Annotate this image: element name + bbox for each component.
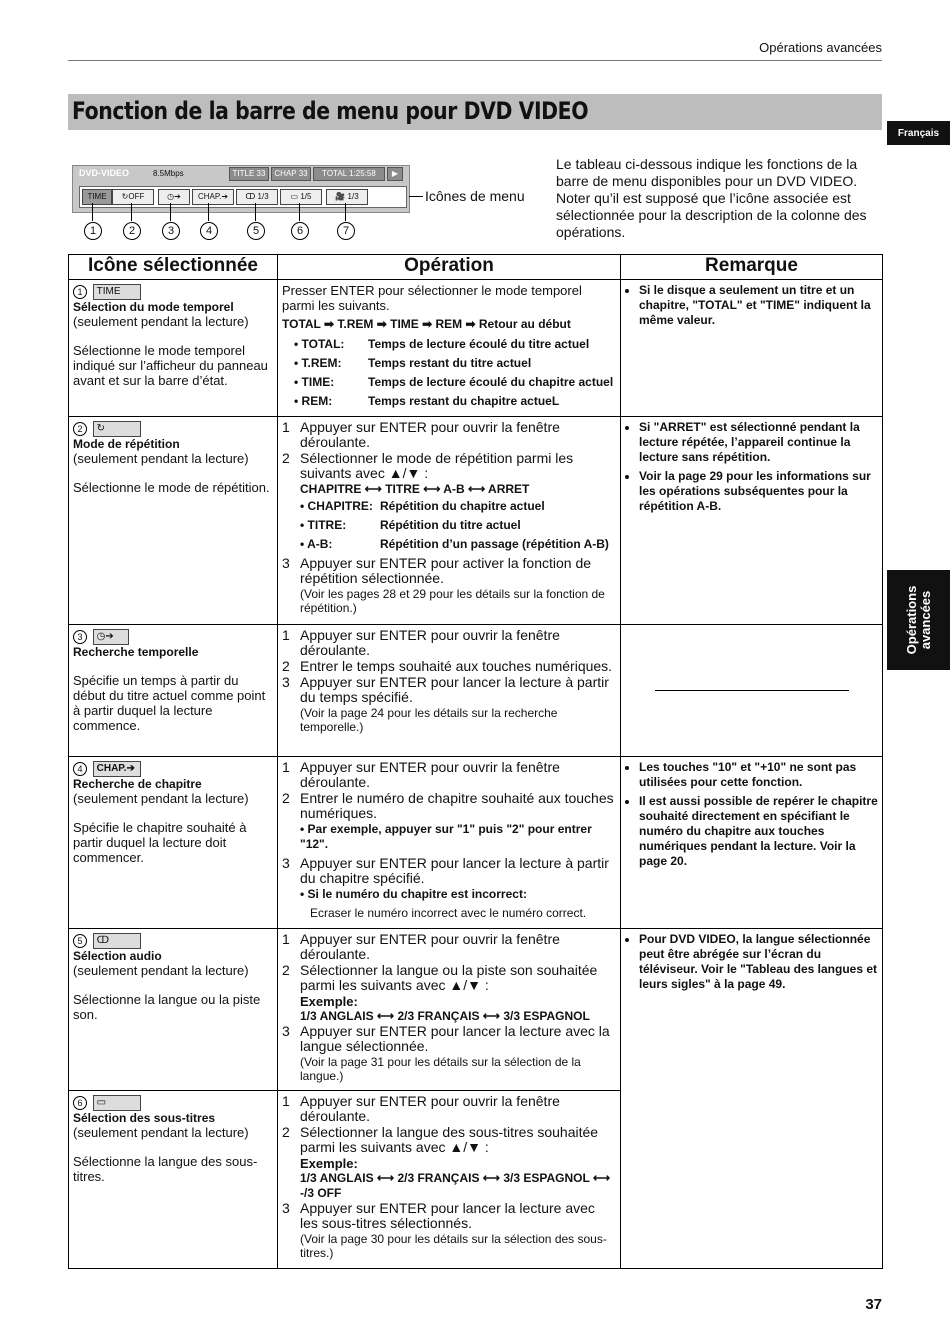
remark-cell <box>621 757 883 929</box>
chapter-search-icon: CHAP.➔ <box>192 189 234 205</box>
function-name: Recherche de chapitre <box>73 776 202 791</box>
fix-note: Ecraser le numéro incorrect avec le numéro correct. <box>310 906 587 920</box>
row-number: 2 <box>73 422 87 436</box>
example-label: Exemple: <box>300 994 358 1009</box>
operation-intro: Presser ENTER pour sélectionner le mode temporel parmi les suivants. <box>282 283 582 313</box>
step-note: (Voir la page 24 pour les détails sur la recherche temporelle.) <box>300 706 558 734</box>
step-3: Appuyer sur ENTER pour lancer la lecture à partir du temps spécifié. <box>300 674 609 705</box>
intro-paragraph: Le tableau ci-dessous indique les fonctions de la barre de menu disponibles pour un DVD VIDEO. Noter qu’il est supposé que l’icône associée est sélectionnée pour la description de la colonne des opérations. <box>556 156 867 240</box>
function-description: Sélectionne la langue ou la piste son. <box>73 991 261 1022</box>
menu-bar-label: DVD-VIDEO <box>79 168 130 178</box>
icon-cell <box>69 1091 278 1269</box>
col-header-icon: Icône sélectionnée <box>69 255 278 280</box>
example-sequence: 1/3 ANGLAIS ⟷ 2/3 FRANÇAIS ⟷ 3/3 ESPAGNOL <box>300 1009 590 1023</box>
callout-number-5: 5 <box>247 222 265 240</box>
step-3: Appuyer sur ENTER pour activer la fonction de répétition sélectionnée. <box>300 555 592 586</box>
leader-line-4 <box>208 203 209 221</box>
leader-line-2 <box>131 203 132 221</box>
function-condition: (seulement pendant la lecture) <box>73 790 249 806</box>
step-note: (Voir les pages 28 et 29 pour les détails sur la fonction de répétition.) <box>300 587 605 615</box>
chapter-search-icon: CHAP.➔ <box>93 761 141 777</box>
section-tab-line2: avancées <box>917 590 933 650</box>
icon-cell <box>69 757 278 929</box>
function-name: Sélection audio <box>73 948 162 963</box>
remark-item: • Si le disque a seulement un titre et un chapitre, "TOTAL" et "TIME" indiquent la même valeur. <box>639 283 878 328</box>
list-item: • TITRE: Répétition du titre actuel <box>300 518 521 532</box>
function-description: Spécifie un temps à partir du début du titre actuel comme point à partir duquel la lecture commence. <box>73 672 266 733</box>
remark-item: • Voir la page 29 pour les informations sur les opérations subséquentes pour la répétition A-B. <box>639 469 878 514</box>
step-1: Appuyer sur ENTER pour ouvrir la fenêtre déroulante. <box>300 931 560 962</box>
time-search-icon: ◷➔ <box>158 189 190 205</box>
function-name: Sélection des sous-titres <box>73 1110 216 1125</box>
page-number: 37 <box>865 1296 882 1313</box>
callout-line <box>409 196 423 197</box>
callout-number-2: 2 <box>123 222 141 240</box>
step-2: Entrer le temps souhaité aux touches numériques. <box>300 658 613 674</box>
col-header-operation: Opération <box>278 255 621 280</box>
callout-number-1: 1 <box>84 222 102 240</box>
operation-cell: 1 Appuyer sur ENTER pour ouvrir la fenêtre déroulante. 2 Sélectionner le mode de répétition parmi les suivants avec ▲/▼ : CHAPITRE ⟷ TITRE ⟷ A-B ⟷ ARRET • CHAPITRE: Répétition du chapitre actuel • TITRE: Répétition du titre actuel • A-B: Répétition d’un passage (répétition A-B) 3 Appuyer sur ENTER pour activer la fonction de répétition sélectionnée. (Voir les pages 28 et 29 pour les détails sur la fonction de répétition.) <box>278 417 621 625</box>
menu-bar-illustration <box>72 165 410 213</box>
step-1: Appuyer sur ENTER pour ouvrir la fenêtre déroulante. <box>300 1093 560 1124</box>
icon-cell <box>69 417 278 625</box>
function-name: Mode de répétition <box>73 436 180 451</box>
time-icon: TIME <box>82 189 112 205</box>
example-label: Exemple: <box>300 1156 358 1171</box>
callout-number-7: 7 <box>337 222 355 240</box>
function-condition: (seulement pendant la lecture) <box>73 450 249 466</box>
icon-cell <box>69 929 278 1091</box>
callout-number-6: 6 <box>291 222 309 240</box>
section-tab <box>887 570 950 670</box>
running-header: Opérations avancées <box>759 40 882 55</box>
table-row <box>69 280 883 417</box>
language-tab: Français <box>887 121 950 145</box>
callout-number-3: 3 <box>162 222 180 240</box>
function-description: Spécifie le chapitre souhaité à partir duquel la lecture doit commencer. <box>73 819 247 865</box>
menu-bar-total: TOTAL 1:25:58 <box>313 167 385 181</box>
function-name: Recherche temporelle <box>73 644 199 659</box>
time-icon: TIME <box>93 284 141 300</box>
remark-cell <box>621 625 883 757</box>
leader-line-5 <box>255 203 256 221</box>
repeat-icon: ↻OFF <box>112 189 154 205</box>
section-tab-line1: Opérations <box>903 585 919 655</box>
step-1: Appuyer sur ENTER pour ouvrir la fenêtre déroulante. <box>300 759 560 790</box>
row-number: 6 <box>73 1096 87 1110</box>
function-condition: (seulement pendant la lecture) <box>73 962 249 978</box>
row-number: 5 <box>73 934 87 948</box>
function-condition: (seulement pendant la lecture) <box>73 313 249 329</box>
callout-number-4: 4 <box>200 222 218 240</box>
remark-cell <box>621 417 883 625</box>
step-1: Appuyer sur ENTER pour ouvrir la fenêtre déroulante. <box>300 419 560 450</box>
play-icon: ▶ <box>387 167 403 181</box>
repeat-icon: ↻ <box>93 421 141 437</box>
table-row <box>69 757 883 929</box>
remark-item: • Pour DVD VIDEO, la langue sélectionnée peut être abrégée sur l’écran du téléviseur. Voir le "Tableau des langues et leurs sigles" à la page 49. <box>639 932 878 992</box>
icon-cell <box>69 625 278 757</box>
leader-line-7 <box>345 203 346 221</box>
mode-sequence: TOTAL ➡ T.REM ➡ TIME ➡ REM ➡ Retour au début <box>282 317 571 331</box>
step-1: Appuyer sur ENTER pour ouvrir la fenêtre déroulante. <box>300 627 560 658</box>
menu-icons-callout: Icônes de menu <box>425 188 525 204</box>
table-row <box>69 625 883 757</box>
step-3: Appuyer sur ENTER pour lancer la lecture avec les sous-titres sélectionnés. <box>300 1200 595 1231</box>
row-number: 3 <box>73 630 87 644</box>
menu-bar-status-row <box>73 166 409 182</box>
step-3: Appuyer sur ENTER pour lancer la lecture à partir du chapitre spécifié. <box>300 855 609 886</box>
step-2: Entrer le numéro de chapitre souhaité aux touches numériques. <box>300 790 614 821</box>
function-description: Sélectionne le mode de répétition. <box>73 479 270 495</box>
audio-icon: ↀ 1/3 <box>236 189 278 205</box>
icon-cell <box>69 280 278 417</box>
leader-line-1 <box>92 203 93 221</box>
example-sequence: 1/3 ANGLAIS ⟷ 2/3 FRANÇAIS ⟷ 3/3 ESPAGNOL ⟷ -/3 OFF <box>300 1171 611 1200</box>
function-table <box>68 254 883 1269</box>
function-condition: (seulement pendant la lecture) <box>73 1124 249 1140</box>
list-item: • REM: Temps restant du chapitre actueL <box>294 394 560 408</box>
function-description: Sélectionne la langue des sous-titres. <box>73 1153 258 1184</box>
menu-bar-icon-row <box>79 186 407 208</box>
leader-line-6 <box>299 203 300 221</box>
remark-item: • Les touches "10" et "+10" ne sont pas utilisées pour cette fonction. <box>639 760 878 790</box>
step-2: Sélectionner la langue ou la piste son souhaitée parmi les suivants avec ▲/▼ : <box>300 962 598 993</box>
table-row <box>69 417 883 625</box>
remark-item: • Si "ARRET" est sélectionné pendant la lecture répétée, l’appareil continue la lecture sans répétition. <box>639 420 878 465</box>
operation-cell <box>278 280 621 417</box>
remark-item: • Il est aussi possible de repérer le chapitre souhaité directement en spécifiant le numéro du chapitre aux touches numériques pendant la lecture. Voir la page 20. <box>639 794 878 869</box>
menu-bar-chap: CHAP 33 <box>271 167 311 181</box>
operation-cell: 1 Appuyer sur ENTER pour ouvrir la fenêtre déroulante. 2 Entrer le numéro de chapitre souhaité aux touches numériques. • Par exemple, appuyer sur "1" puis "2" pour entrer "12". 3 Appuyer sur ENTER pour lancer la lecture à partir du chapitre spécifié. • Si le numéro du chapitre est incorrect: Ecraser le numéro incorrect avec le numéro correct. <box>278 757 621 929</box>
step-2: Sélectionner le mode de répétition parmi les suivants avec ▲/▼ : <box>300 450 574 481</box>
step-note: (Voir la page 30 pour les détails sur la sélection des sous-titres.) <box>300 1232 607 1260</box>
warning-note: Si le numéro du chapitre est incorrect: <box>307 887 527 901</box>
operation-cell: 1 Appuyer sur ENTER pour ouvrir la fenêtre déroulante. 2 Entrer le temps souhaité aux touches numériques. 3 Appuyer sur ENTER pour lancer la lecture à partir du temps spécifié. (Voir la page 24 pour les détails sur la recherche temporelle.) <box>278 625 621 757</box>
time-search-icon: ◷➔ <box>93 629 129 645</box>
no-remark-rule <box>655 690 849 691</box>
step-note: (Voir la page 31 pour les détails sur la sélection de la langue.) <box>300 1055 581 1083</box>
table-row <box>69 929 883 1091</box>
row-number: 1 <box>73 285 87 299</box>
function-name: Sélection du mode temporel <box>73 299 234 314</box>
row-number: 4 <box>73 762 87 776</box>
example-note: Par exemple, appuyer sur "1" puis "2" pour entrer "12". <box>300 822 592 851</box>
header-rule <box>68 60 882 61</box>
table-header-row <box>69 255 883 280</box>
step-3: Appuyer sur ENTER pour lancer la lecture avec la langue sélectionnée. <box>300 1023 610 1054</box>
remark-cell <box>621 280 883 417</box>
operation-cell: 1 Appuyer sur ENTER pour ouvrir la fenêtre déroulante. 2 Sélectionner la langue ou la piste son souhaitée parmi les suivants avec ▲/▼ : Exemple: 1/3 ANGLAIS ⟷ 2/3 FRANÇAIS ⟷ 3/3 ESPAGNOL 3 Appuyer sur ENTER pour lancer la lecture avec la langue sélectionnée. (Voir la page 31 pour les détails sur la sélection de la langue.) <box>278 929 621 1091</box>
col-header-remark: Remarque <box>621 255 883 280</box>
menu-bar-rate: 8.5Mbps <box>153 169 184 178</box>
title-bar <box>68 94 882 130</box>
list-item: • TOTAL: Temps de lecture écoulé du titre actuel <box>294 337 590 351</box>
list-item: • T.REM: Temps restant du titre actuel <box>294 356 532 370</box>
page-title: Fonction de la barre de menu pour DVD VIDEO <box>72 97 589 125</box>
audio-icon: ↀ <box>93 933 141 949</box>
angle-icon: 🎥 1/3 <box>326 189 368 205</box>
list-item: • A-B: Répétition d’un passage (répétition A-B) <box>300 537 609 551</box>
subtitle-icon: ▭ 1/5 <box>280 189 322 205</box>
list-item: • TIME: Temps de lecture écoulé du chapitre actuel <box>294 375 614 389</box>
mode-sequence: CHAPITRE ⟷ TITRE ⟷ A-B ⟷ ARRET <box>300 482 530 496</box>
menu-bar-title: TITLE 33 <box>229 167 269 181</box>
step-2: Sélectionner la langue des sous-titres souhaitée parmi les suivants avec ▲/▼ : <box>300 1124 599 1155</box>
function-description: Sélectionne le mode temporel indiqué sur l’afficheur du panneau avant et sur la barre d’état. <box>73 342 268 388</box>
operation-cell: 1 Appuyer sur ENTER pour ouvrir la fenêtre déroulante. 2 Sélectionner la langue des sous-titres souhaitée parmi les suivants avec ▲/▼ : Exemple: 1/3 ANGLAIS ⟷ 2/3 FRANÇAIS ⟷ 3/3 ESPAGNOL ⟷ -/3 OFF 3 Appuyer sur ENTER pour lancer la lecture avec les sous-titres sélectionnés. (Voir la page 30 pour les détails sur la sélection des sous-titres.) <box>278 1091 621 1269</box>
subtitle-icon: ▭ <box>93 1095 141 1111</box>
list-item: • CHAPITRE: Répétition du chapitre actuel <box>300 499 545 513</box>
remark-cell <box>621 929 883 1269</box>
leader-line-3 <box>170 203 171 221</box>
